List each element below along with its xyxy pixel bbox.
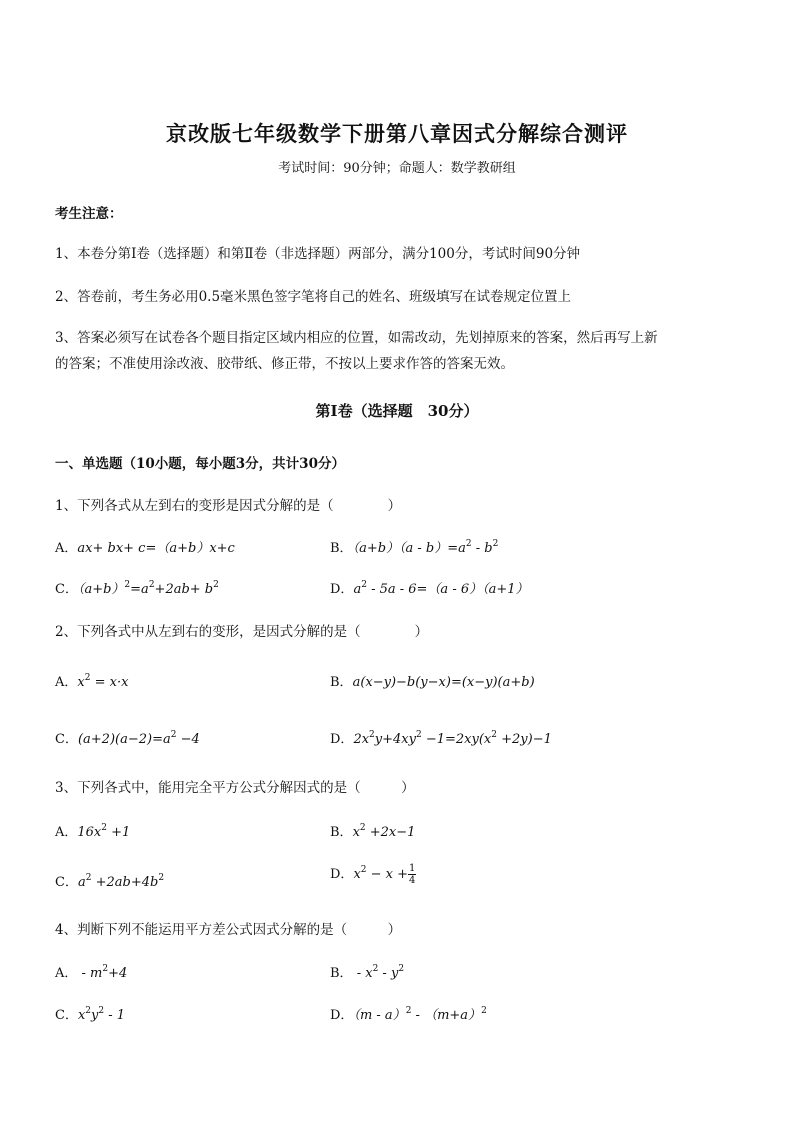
question-1-option-b[interactable] (330, 537, 498, 556)
exponent: 2 (158, 873, 165, 883)
option-text: +2y)−1 (496, 732, 552, 747)
question-4-option-a[interactable] (55, 962, 127, 981)
exponent: 2 (85, 1006, 92, 1016)
question-4-option-c[interactable] (55, 1004, 125, 1023)
option-label: A． (55, 825, 78, 840)
section-heading: 一、单选题（10小题，每小题3分，共计30分） (55, 456, 345, 472)
option-text: x (77, 1008, 86, 1023)
option-text: - y (378, 966, 399, 981)
option-label: D． (330, 1008, 354, 1023)
exponent: 2 (124, 580, 131, 590)
question-4-stem: 4、判断下列不能运用平方差公式因式分解的是（ ） (55, 922, 402, 938)
option-text: y+4xy (374, 732, 416, 747)
exponent: 2 (170, 730, 177, 740)
exponent: 2 (148, 580, 155, 590)
question-2-option-a[interactable] (55, 671, 128, 690)
fraction-denominator: 4 (409, 875, 416, 886)
option-label: A． (55, 541, 78, 556)
option-text: − x + (366, 867, 409, 882)
option-text: +2ab+4b (91, 875, 159, 890)
option-text: - x (352, 966, 373, 981)
option-text: - （m+a） (411, 1008, 482, 1023)
exponent: 2 (405, 1006, 412, 1016)
option-label: A． (55, 675, 78, 690)
option-text: +1 (107, 825, 131, 840)
exponent: 2 (481, 1006, 487, 1016)
exponent: 2 (85, 873, 92, 883)
option-text: - b (471, 541, 493, 556)
option-text: x (353, 867, 361, 882)
exponent: 2 (372, 964, 379, 974)
option-label: A． (55, 966, 78, 981)
question-3-option-b[interactable] (330, 821, 415, 840)
exponent: 2 (102, 964, 109, 974)
question-4-option-d[interactable] (330, 1004, 487, 1023)
question-3-option-d[interactable] (330, 863, 416, 886)
option-text: +4 (108, 966, 128, 981)
question-1-option-c[interactable] (55, 578, 219, 597)
question-2-option-b[interactable] (330, 671, 535, 690)
option-text: a (77, 875, 86, 890)
option-label: D． (330, 582, 354, 597)
question-2-option-d[interactable] (330, 728, 552, 747)
option-text: （m - a） (353, 1008, 406, 1023)
option-label: B． (330, 825, 353, 840)
option-text: −1=2xy(x (421, 732, 492, 747)
note-item-2: 2、答卷前，考生务必用0.5毫米黑色签字笔将自己的姓名、班级填写在试卷规定位置上 (55, 289, 572, 305)
option-label: D． (330, 867, 354, 882)
question-3-stem: 3、下列各式中，能用完全平方公式分解因式的是（ ） (55, 780, 415, 796)
option-text: −4 (176, 732, 200, 747)
option-text: - m (77, 966, 103, 981)
option-label: C． (55, 582, 78, 597)
option-label: B． (330, 675, 353, 690)
question-1-option-d[interactable] (330, 578, 529, 597)
page-title: 京改版七年级数学下册第八章因式分解综合测评 (166, 121, 628, 146)
option-text: 2x (353, 732, 370, 747)
option-text: - 5a - 6=（a - 6）（a+1） (366, 582, 529, 597)
note-item-1: 1、本卷分第Ⅰ卷（选择题）和第Ⅱ卷（非选择题）两部分，满分100分，考试时间90分钟 (55, 246, 581, 262)
question-2-stem: 2、下列各式中从左到右的变形，是因式分解的是（ ） (55, 624, 429, 640)
exponent: 2 (98, 1006, 105, 1016)
exponent: 2 (369, 730, 375, 740)
option-text: (a+2)(a−2)=a (77, 732, 171, 747)
option-text: （a+b） (77, 582, 125, 597)
option-text: +2x−1 (365, 825, 416, 840)
exponent: 2 (213, 580, 219, 590)
option-text: 16x (77, 825, 102, 840)
question-3-option-a[interactable] (55, 821, 130, 840)
fraction (408, 863, 416, 886)
exam-info: 考试时间：90分钟；命题人：数学教研组 (278, 161, 516, 176)
option-text: x (77, 675, 85, 690)
question-3-option-c[interactable] (55, 871, 164, 890)
notes-heading: 考生注意： (55, 206, 123, 222)
exponent: 2 (491, 730, 497, 740)
option-text: a(x−y)−b(y−x)=(x−y)(a+b) (352, 675, 535, 690)
option-text: +2ab+ b (154, 582, 214, 597)
option-text: - 1 (104, 1008, 126, 1023)
option-text: = x·x (90, 675, 129, 690)
fraction-numerator: 1 (409, 863, 416, 874)
question-1-option-a[interactable] (55, 537, 235, 556)
question-4-option-b[interactable] (330, 962, 404, 981)
note-item-3: 3、答案必须写在试卷各个题目指定区域内相应的位置，如需改动，先划掉原来的答案，然后再写上新 (55, 330, 658, 346)
option-text: ax+ bx+ c=（a+b）x+c (77, 541, 235, 556)
option-text: a (353, 582, 362, 597)
exponent: 2 (492, 539, 499, 549)
exponent: 2 (465, 539, 472, 549)
exponent: 2 (360, 865, 367, 875)
option-label: C． (55, 732, 78, 747)
question-2-option-c[interactable] (55, 728, 200, 747)
option-text: =a (130, 582, 149, 597)
note-item-3-cont: 的答案；不准使用涂改液、胶带纸、修正带，不按以上要求作答的答案无效。 (55, 356, 514, 372)
exponent: 2 (361, 580, 367, 590)
option-text: x (352, 825, 360, 840)
exponent: 2 (101, 823, 107, 833)
option-label: C． (55, 1008, 78, 1023)
part-title: 第Ⅰ卷（选择题 30分） (315, 402, 479, 420)
exponent: 2 (415, 730, 422, 740)
option-text: （a+b）（a - b）=a (352, 541, 466, 556)
option-label: B． (330, 541, 353, 556)
exponent: 2 (398, 964, 405, 974)
exponent: 2 (84, 673, 91, 683)
option-label: B． (330, 966, 353, 981)
exponent: 2 (359, 823, 366, 833)
option-label: D． (330, 732, 354, 747)
option-label: C． (55, 875, 78, 890)
question-1-stem: 1、下列各式从左到右的变形是因式分解的是（ ） (55, 498, 402, 514)
option-text: y (91, 1008, 99, 1023)
